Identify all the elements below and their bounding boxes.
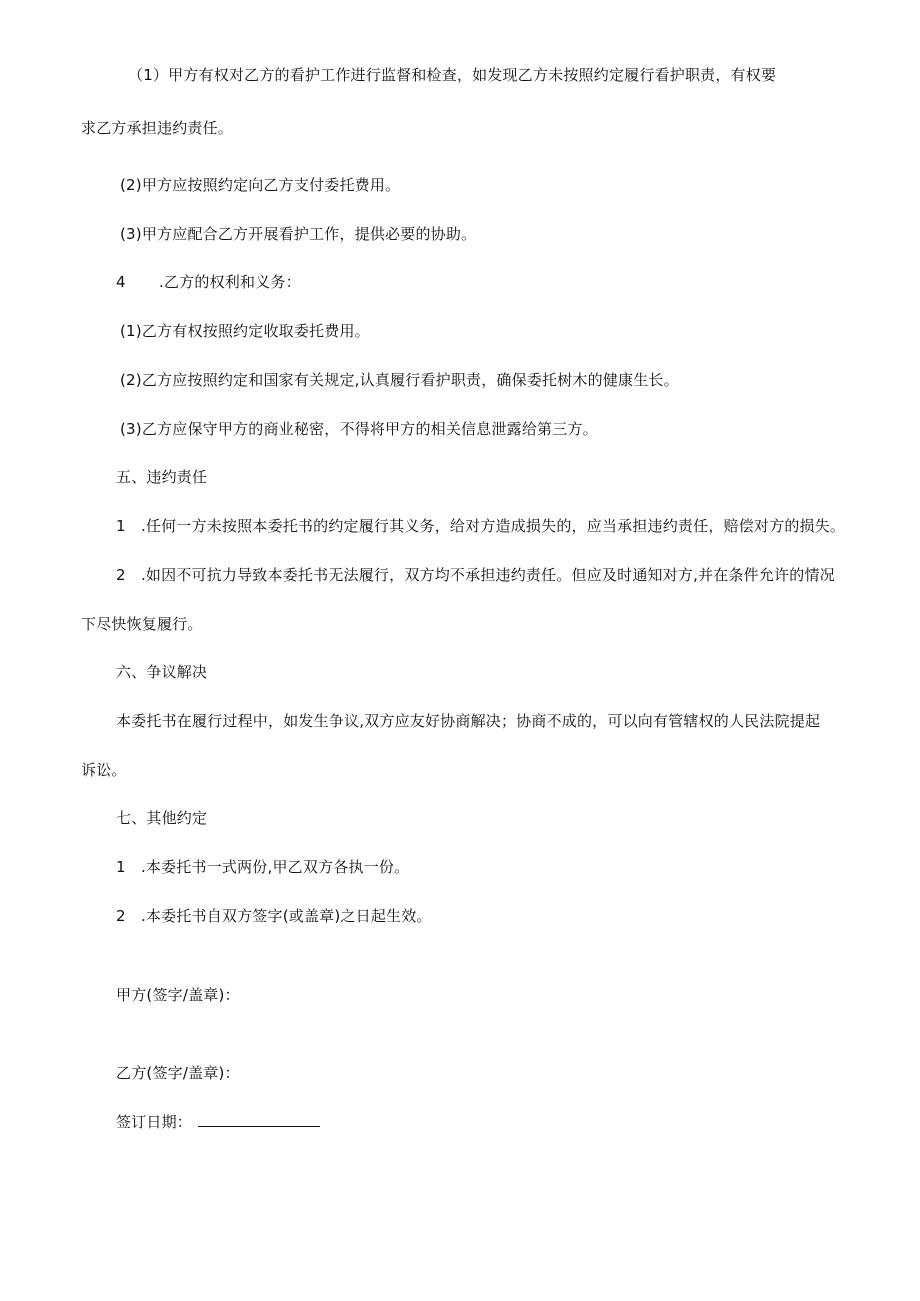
- party-b-item-3: (3)乙方应保守甲方的商业秘密，不得将甲方的相关信息泄露给第三方。: [120, 420, 598, 438]
- section-5-item-2-line-2: 下尽快恢复履行。: [81, 615, 203, 633]
- section-5-heading: 五、违约责任: [116, 468, 208, 486]
- party-a-item-2: (2)甲方应按照约定向乙方支付委托费用。: [120, 176, 401, 194]
- section-7-item-2: 2 .本委托书自双方签字(或盖章)之日起生效。: [116, 907, 432, 925]
- party-a-item-1-line-2: 求乙方承担违约责任。: [81, 119, 234, 137]
- party-a-item-1-line-1: （1）甲方有权对乙方的看护工作进行监督和检查，如发现乙方未按照约定履行看护职责，有权要: [128, 66, 777, 84]
- signing-date-label: 签订日期：: [116, 1113, 193, 1131]
- signing-date-blank: [198, 1112, 320, 1127]
- section-6-heading: 六、争议解决: [116, 663, 208, 681]
- party-a-signature-label: 甲方(签字/盖章)：: [116, 986, 240, 1004]
- party-b-item-1: (1)乙方有权按照约定收取委托费用。: [120, 322, 370, 340]
- party-b-item-2: (2)乙方应按照约定和国家有关规定,认真履行看护职责，确保委托树木的健康生长。: [120, 371, 679, 389]
- party-b-heading-number: 4: [116, 273, 126, 291]
- party-a-item-3: (3)甲方应配合乙方开展看护工作，提供必要的协助。: [120, 225, 477, 243]
- section-5-item-2-line-1: 2 .如因不可抗力导致本委托书无法履行，双方均不承担违约责任。但应及时通知对方,并在条件允许的情况: [116, 566, 835, 584]
- section-7-heading: 七、其他约定: [116, 809, 208, 827]
- section-5-item-1: 1 .任何一方未按照本委托书的约定履行其义务，给对方造成损失的，应当承担违约责任，赔偿对方的损失。: [116, 517, 846, 535]
- section-6-paragraph-line-2: 诉讼。: [81, 761, 127, 779]
- section-6-paragraph-line-1: 本委托书在履行过程中，如发生争议,双方应友好协商解决；协商不成的，可以向有管辖权的人民法院提起: [116, 712, 821, 730]
- section-7-item-1: 1 .本委托书一式两份,甲乙双方各执一份。: [116, 858, 410, 876]
- signing-date-row: [116, 1112, 320, 1132]
- party-b-heading: .乙方的权利和义务：: [159, 273, 301, 291]
- party-b-signature-label: 乙方(签字/盖章)：: [116, 1064, 240, 1082]
